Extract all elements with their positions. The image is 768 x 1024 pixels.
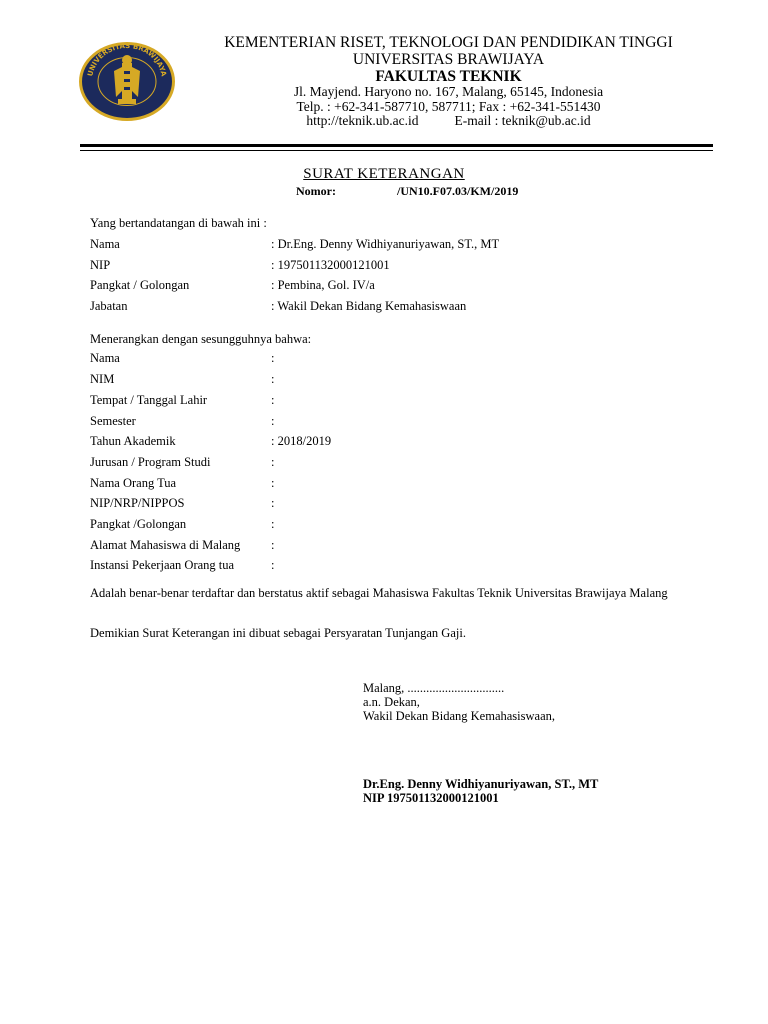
student-name-label: Nama <box>90 351 120 365</box>
student-address-label: Alamat Mahasiswa di Malang <box>90 538 241 552</box>
university-logo <box>78 41 176 122</box>
contact-line <box>176 113 721 129</box>
signer-rank-label: Pangkat / Golongan <box>90 278 190 292</box>
website-link[interactable]: http://teknik.ub.ac.id <box>306 113 419 128</box>
signer-position: Wakil Dekan Bidang Kemahasiswaan, <box>363 709 555 723</box>
signer-rank-value: : Pembina, Gol. IV/a <box>271 278 375 292</box>
phone-fax: Telp. : +62-341-587710, 587711; Fax : +62-341-551430 <box>296 99 601 114</box>
academic-year-label: Tahun Akademik <box>90 434 176 448</box>
student-name-value: : <box>271 351 275 365</box>
nomor-label: Nomor: <box>296 184 336 198</box>
email-address[interactable]: E-mail : teknik@ub.ac.id <box>454 113 591 128</box>
signer-nip: NIP 197501132000121001 <box>363 791 499 805</box>
on-behalf: a.n. Dekan, <box>363 695 420 709</box>
student-nim-value: : <box>271 372 275 386</box>
header-divider <box>80 144 713 147</box>
signer-name-value: : Dr.Eng. Denny Widhiyanuriyawan, ST., MT <box>271 237 500 251</box>
signer-intro: Yang bertandatangan di bawah ini : <box>90 216 267 230</box>
parent-rank-label: Pangkat /Golongan <box>90 517 187 531</box>
study-program-value: : <box>271 455 275 469</box>
university-name: UNIVERSITAS BRAWIJAYA <box>352 51 545 68</box>
study-program-label: Jurusan / Program Studi <box>90 455 211 469</box>
parent-employer-value: : <box>271 558 275 572</box>
header-divider-thin <box>80 150 713 151</box>
nomor-value: /UN10.F07.03/KM/2019 <box>397 184 519 198</box>
signer-position-value: : Wakil Dekan Bidang Kemahasiswaan <box>271 299 467 313</box>
place-date: Malang, ............................... <box>363 681 505 695</box>
student-birth-value: : <box>271 393 275 407</box>
parent-employer-label: Instansi Pekerjaan Orang tua <box>90 558 235 572</box>
faculty-name: FAKULTAS TEKNIK <box>375 68 522 85</box>
address: Jl. Mayjend. Haryono no. 167, Malang, 65145, Indonesia <box>293 84 604 99</box>
signer-name-label: Nama <box>90 237 120 251</box>
document-title: SURAT KETERANGAN <box>303 166 465 182</box>
parent-rank-value: : <box>271 517 275 531</box>
parent-id-value: : <box>271 496 275 510</box>
purpose-paragraph: Demikian Surat Keterangan ini dibuat sebagai Persyaratan Tunjangan Gaji. <box>90 626 466 640</box>
academic-year-value: : 2018/2019 <box>271 434 332 448</box>
parent-name-label: Nama Orang Tua <box>90 476 177 490</box>
student-nim-label: NIM <box>90 372 115 386</box>
ministry-name: KEMENTERIAN RISET, TEKNOLOGI DAN PENDIDIKAN TINGGI <box>224 34 673 51</box>
student-semester-label: Semester <box>90 414 136 428</box>
signer-nip-label: NIP <box>90 258 111 272</box>
student-birth-label: Tempat / Tanggal Lahir <box>90 393 208 407</box>
student-semester-value: : <box>271 414 275 428</box>
student-address-value: : <box>271 538 275 552</box>
signer-name: Dr.Eng. Denny Widhiyanuriyawan, ST., MT <box>363 777 599 791</box>
logo-text: UNIVERSITAS BRAWIJAYA <box>86 41 168 78</box>
parent-id-label: NIP/NRP/NIPPOS <box>90 496 185 510</box>
signer-position-label: Jabatan <box>90 299 128 313</box>
signer-nip-value: : 197501132000121001 <box>271 258 390 272</box>
parent-name-value: : <box>271 476 275 490</box>
student-intro: Menerangkan dengan sesungguhnya bahwa: <box>90 332 312 346</box>
statement-paragraph: Adalah benar-benar terdaftar dan berstatus aktif sebagai Mahasiswa Fakultas Teknik Universitas Brawijaya Malang <box>90 586 668 600</box>
